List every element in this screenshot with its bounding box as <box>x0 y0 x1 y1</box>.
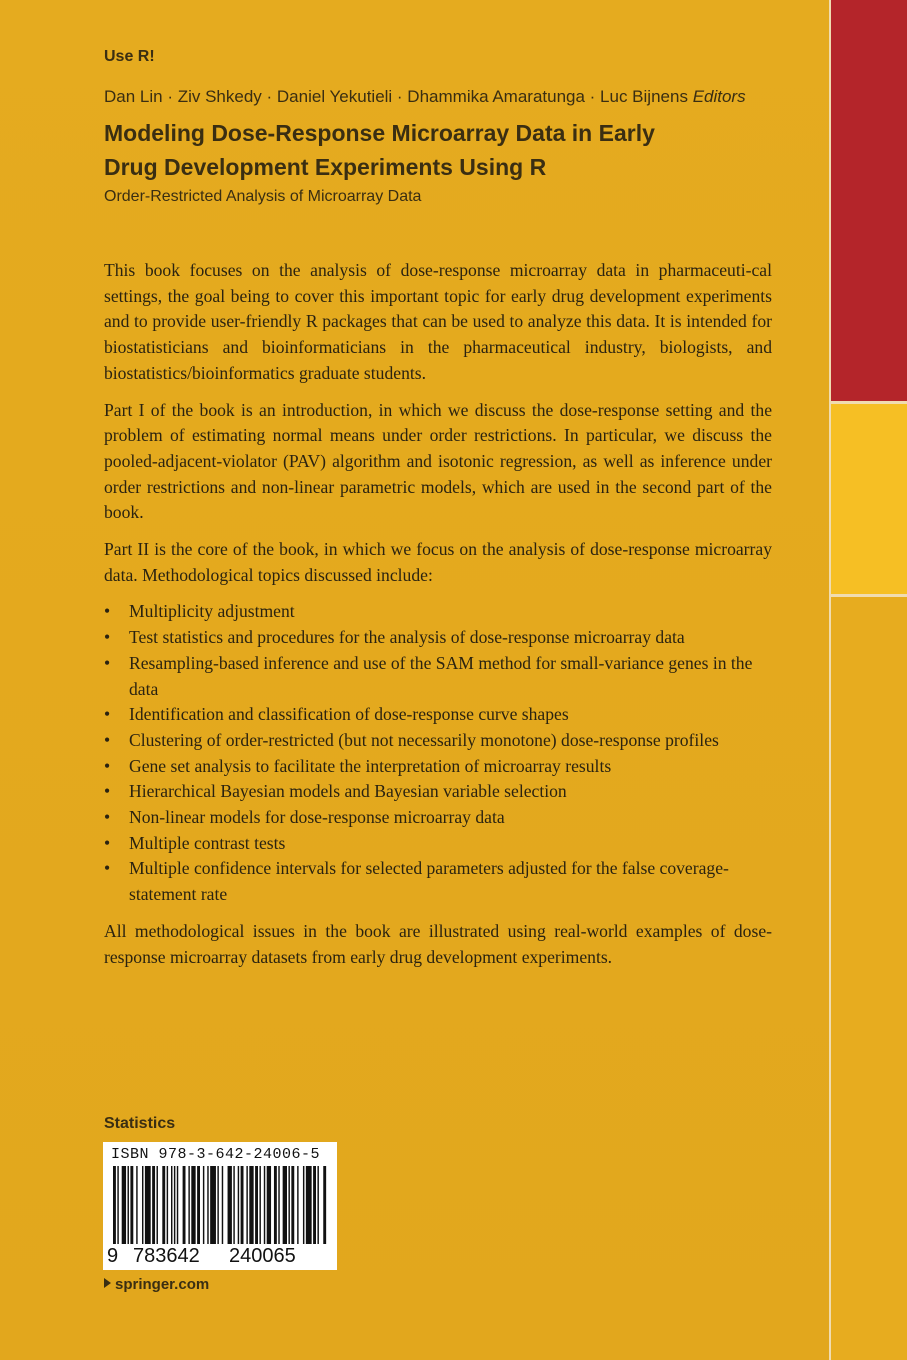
barcode-bar <box>113 1166 116 1244</box>
barcode-bar <box>238 1166 239 1244</box>
subject-category: Statistics <box>104 1115 176 1132</box>
topic-item: • Multiple confidence intervals for selected parameters adjusted for the false coverage-statement rate <box>104 856 772 907</box>
ean-first-digit: 9 <box>107 1245 119 1267</box>
barcode-bar <box>162 1166 165 1244</box>
barcode-bar <box>264 1166 265 1244</box>
barcode-bar <box>267 1166 271 1244</box>
isbn-barcode <box>103 1142 337 1270</box>
barcode-bar <box>255 1166 258 1244</box>
barcode-bar <box>274 1166 277 1244</box>
stripe-yellow-block <box>829 404 907 594</box>
title-line-2: Drug Development Experiments Using R <box>104 154 547 180</box>
barcode-bar <box>317 1166 318 1244</box>
barcode-bar <box>207 1166 208 1244</box>
barcode-bar <box>188 1166 189 1244</box>
topics-list <box>104 599 772 907</box>
barcode-bar <box>228 1166 232 1244</box>
topic-item: • Multiplicity adjustment <box>104 599 772 625</box>
topic-item: • Multiple contrast tests <box>104 831 772 857</box>
blurb <box>104 258 772 981</box>
barcode-bar <box>167 1166 168 1244</box>
editors-line <box>104 87 746 107</box>
barcode-bar <box>246 1166 247 1244</box>
barcode-bar <box>283 1166 287 1244</box>
barcode-bar <box>183 1166 186 1244</box>
ean-left-group: 783642 <box>133 1245 200 1267</box>
barcode-bar <box>288 1166 289 1244</box>
barcode-bar <box>177 1166 178 1244</box>
editors-role: Editors <box>692 87 746 106</box>
barcode-bar <box>217 1166 218 1244</box>
barcode-bar <box>191 1166 195 1244</box>
barcode-bars <box>111 1166 329 1244</box>
barcode-bar <box>278 1166 279 1244</box>
barcode-bar <box>136 1166 137 1244</box>
title-line-1: Modeling Dose-Response Microarray Data in Early <box>104 120 655 146</box>
barcode-bar <box>142 1166 143 1244</box>
color-stripe <box>829 0 907 1360</box>
publisher-website[interactable] <box>104 1276 209 1293</box>
barcode-bar <box>152 1166 155 1244</box>
topic-item: • Non-linear models for dose-response microarray data <box>104 805 772 831</box>
barcode-bar <box>241 1166 244 1244</box>
barcode-bar <box>130 1166 133 1244</box>
topic-item: • Identification and classification of dose-response curve shapes <box>104 702 772 728</box>
barcode-bar <box>122 1166 126 1244</box>
barcode-bar <box>117 1166 118 1244</box>
arrow-right-icon <box>104 1278 111 1288</box>
stripe-orange-block <box>829 597 907 1360</box>
barcode-bar <box>291 1166 294 1244</box>
barcode-bar <box>174 1166 175 1244</box>
blurb-paragraph-4: All methodological issues in the book are illustrated using real-world examples of dose-response microarray datasets from early drug development experiments. <box>104 920 772 967</box>
isbn-label: ISBN 978-3-642-24006-5 <box>111 1146 321 1163</box>
barcode-bar <box>313 1166 316 1244</box>
ean-right-group: 240065 <box>229 1245 296 1267</box>
barcode-bar <box>306 1166 312 1244</box>
topic-item: • Resampling-based inference and use of the SAM method for small-variance genes in the data <box>104 651 772 702</box>
topic-item: • Hierarchical Bayesian models and Bayesian variable selection <box>104 779 772 805</box>
barcode-bar <box>303 1166 304 1244</box>
editor-names: Dan Lin · Ziv Shkedy · Daniel Yekutieli · Dhammika Amaratunga · Luc Bijnens <box>104 87 688 106</box>
book-subtitle: Order-Restricted Analysis of Microarray Data <box>104 188 422 205</box>
barcode-bar <box>222 1166 223 1244</box>
topic-item: • Test statistics and procedures for the analysis of dose-response microarray data <box>104 625 772 651</box>
series-name: Use R! <box>104 48 155 65</box>
topic-item: • Clustering of order-restricted (but not necessarily monotone) dose-response profiles <box>104 728 772 754</box>
blurb-paragraph-1: This book focuses on the analysis of dose-response microarray data in pharmaceuti-cal settings, the goal being to cover this important topic for early drug development experiments and to provide user-friendly R packages that can be used to analyze this data. It is intended for biostatisticians and bioinformaticians in the pharmaceutical industry, biologists, and biostatistics/bioinformatics graduate students. <box>104 260 772 383</box>
barcode-bar <box>323 1166 326 1244</box>
blurb-paragraph-3: Part II is the core of the book, in which we focus on the analysis of dose-response microarray data. Methodological topics discussed include: <box>104 539 772 585</box>
barcode-bar <box>249 1166 253 1244</box>
barcode-bar <box>157 1166 158 1244</box>
barcode-bar <box>210 1166 216 1244</box>
barcode-bar <box>197 1166 200 1244</box>
barcode-bar <box>233 1166 234 1244</box>
barcode-bar <box>128 1166 129 1244</box>
stripe-edge <box>829 0 831 1360</box>
topic-item: • Gene set analysis to facilitate the interpretation of microarray results <box>104 754 772 780</box>
barcode-bar <box>297 1166 298 1244</box>
book-title <box>104 116 804 184</box>
barcode-bar <box>203 1166 204 1244</box>
barcode-bar <box>145 1166 151 1244</box>
publisher-url: springer.com <box>115 1276 210 1293</box>
barcode-bar <box>259 1166 260 1244</box>
barcode-bar <box>171 1166 172 1244</box>
blurb-paragraph-2: Part I of the book is an introduction, in which we discuss the dose-response setting and the problem of estimating normal means under order restrictions. In particular, we discuss the pooled-adjacent-violator (PAV) algorithm and isotonic regression, as well as inference under order restrictions and non-linear parametric models, which are used in the second part of the book. <box>104 399 772 523</box>
stripe-red-block <box>829 0 907 401</box>
